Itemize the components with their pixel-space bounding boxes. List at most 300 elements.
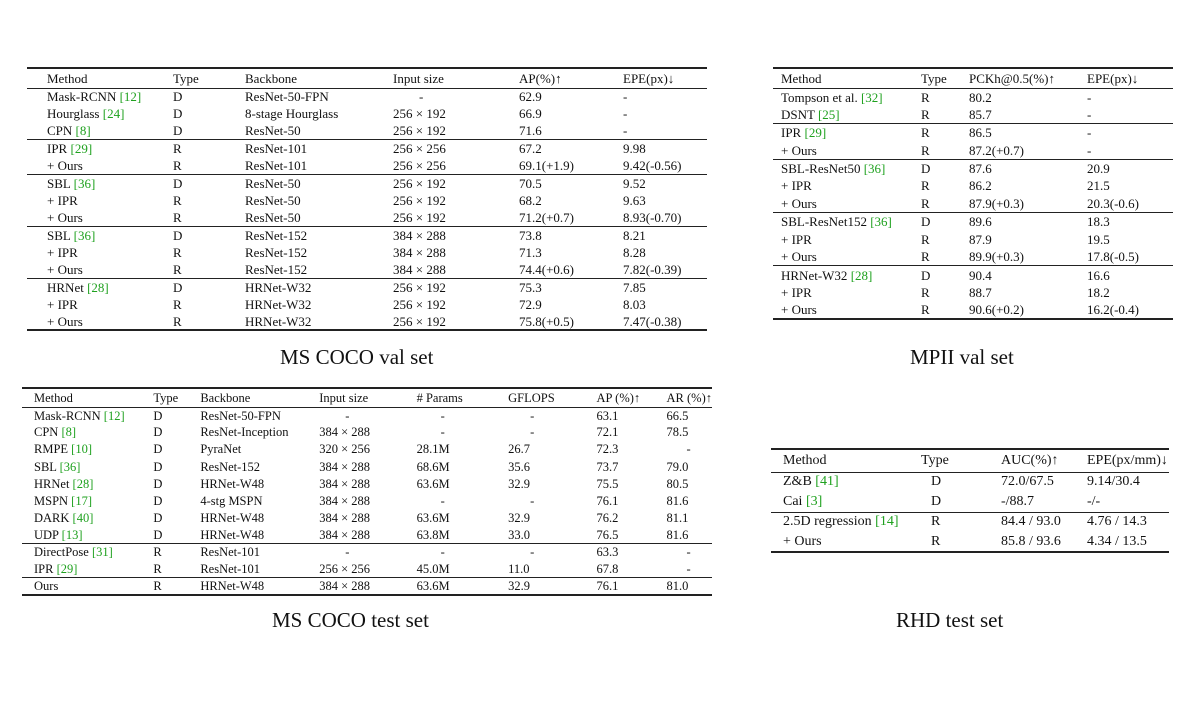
method-cell: + Ours (47, 261, 83, 277)
table-row (771, 492, 1169, 512)
input-size-cell: 256 × 192 (393, 296, 446, 312)
header-backbone: Backbone (200, 390, 251, 405)
backbone-cell: HRNet-W48 (200, 510, 265, 525)
auc-cell: 84.4 / 93.0 (1001, 514, 1061, 530)
type-cell: D (153, 493, 163, 508)
table-row (773, 141, 1173, 159)
epe-cell: 16.6 (1087, 267, 1110, 283)
rhd-test-table (771, 448, 1169, 553)
backbone-cell: ResNet-152 (245, 227, 308, 243)
citation: [36] (73, 175, 96, 191)
input-size-cell: 256 × 256 (393, 141, 446, 157)
gflops-cell: 35.6 (508, 459, 531, 474)
backbone-cell: ResNet-50-FPN (200, 408, 281, 423)
citation: [3] (805, 493, 823, 509)
header-ap: AP (%)↑ (596, 390, 641, 405)
params-cell: 63.6M (416, 476, 450, 491)
type-cell: R (921, 195, 930, 211)
table-row (773, 177, 1173, 195)
table-row (27, 209, 707, 226)
header-pckh: PCKh@0.5(%)↑ (969, 70, 1055, 86)
table-row (22, 510, 712, 527)
type-cell: D (173, 123, 183, 139)
type-cell: R (173, 141, 182, 157)
pckh-cell: 90.4 (969, 267, 992, 283)
table-row (773, 248, 1173, 266)
header-params: # Params (416, 390, 463, 405)
citation: [36] (863, 160, 886, 176)
method-cell: SBL [36] (47, 175, 96, 191)
type-cell: D (153, 442, 163, 457)
type-cell: R (153, 561, 162, 576)
epe-cell: 9.63 (623, 192, 646, 208)
input-size-cell: 256 × 192 (393, 209, 446, 225)
backbone-cell: ResNet-101 (245, 158, 308, 174)
table-row (773, 230, 1173, 248)
citation: [24] (102, 106, 125, 122)
ar-cell: 81.0 (666, 578, 689, 593)
pckh-cell: 80.2 (969, 89, 992, 105)
epe-cell: 9.42(-0.56) (623, 158, 682, 174)
auc-cell: 72.0/67.5 (1001, 474, 1054, 490)
pckh-cell: 86.5 (969, 125, 992, 141)
method-cell: DirectPose [31] (34, 545, 113, 560)
params-cell: 63.6M (416, 578, 450, 593)
ap-cell: 72.3 (596, 442, 619, 457)
method-cell: IPR [29] (781, 125, 827, 141)
input-size-cell: 384 × 288 (319, 510, 371, 525)
method-cell: + IPR (781, 285, 812, 301)
method-cell: + Ours (781, 195, 817, 211)
type-cell: D (173, 279, 183, 295)
table-row (27, 244, 707, 261)
epe-cell: 16.2(-0.4) (1087, 302, 1139, 318)
header-method: Method (34, 390, 73, 405)
method-cell: SBL-ResNet50 [36] (781, 160, 886, 176)
table-row (22, 458, 712, 475)
table-row (773, 124, 1173, 142)
pckh-cell: 88.7 (969, 285, 992, 301)
type-cell: R (921, 178, 930, 194)
table-row (773, 266, 1173, 284)
epe-cell: 8.21 (623, 227, 646, 243)
method-cell: Ours (34, 578, 59, 593)
citation: [29] (70, 141, 93, 157)
method-cell: + Ours (47, 209, 83, 225)
params-cell: 63.6M (416, 510, 450, 525)
header-ar: AR (%)↑ (666, 390, 712, 405)
epe-cell: 17.8(-0.5) (1087, 249, 1139, 265)
epe-cell: - (1087, 125, 1092, 141)
gflops-cell: 33.0 (508, 527, 531, 542)
backbone-cell: HRNet-W32 (245, 313, 312, 329)
pckh-cell: 87.6 (969, 160, 992, 176)
backbone-cell: ResNet-50 (245, 192, 301, 208)
ar-cell: 81.6 (666, 527, 689, 542)
input-size-cell: - (419, 89, 424, 105)
input-size-cell: 256 × 256 (393, 158, 446, 174)
input-size-cell: 256 × 192 (393, 175, 446, 191)
gflops-cell: - (530, 493, 535, 508)
method-cell: + Ours (783, 533, 822, 549)
header-auc: AUC(%)↑ (1001, 452, 1059, 468)
table-row (22, 475, 712, 492)
input-size-cell: 384 × 288 (393, 244, 446, 260)
ap-cell: 67.2 (519, 141, 542, 157)
ap-cell: 69.1(+1.9) (519, 158, 574, 174)
type-cell: R (921, 89, 930, 105)
ap-cell: 62.9 (519, 89, 542, 105)
citation: [12] (103, 408, 125, 423)
type-cell: D (153, 408, 163, 423)
method-cell: + Ours (781, 302, 817, 318)
mpii-val-caption: MPII val set (910, 345, 1014, 369)
input-size-cell: 256 × 192 (393, 192, 446, 208)
type-cell: R (173, 261, 182, 277)
epe-cell: - (623, 123, 628, 139)
ar-cell: 81.6 (666, 493, 689, 508)
method-cell: CPN [8] (47, 123, 91, 139)
input-size-cell: 256 × 192 (393, 123, 446, 139)
type-cell: D (931, 493, 942, 509)
type-cell: D (173, 227, 183, 243)
params-cell: 68.6M (416, 459, 450, 474)
table-row (771, 512, 1169, 532)
pckh-cell: 87.9(+0.3) (969, 195, 1024, 211)
backbone-cell: ResNet-101 (245, 141, 308, 157)
ap-cell: 67.8 (596, 561, 619, 576)
pckh-cell: 86.2 (969, 178, 992, 194)
method-cell: DSNT [25] (781, 106, 840, 122)
input-size-cell: 256 × 192 (393, 313, 446, 329)
coco-val-caption: MS COCO val set (280, 345, 434, 369)
params-cell: 63.8M (416, 527, 450, 542)
epe-cell: 18.3 (1087, 214, 1110, 230)
type-cell: R (931, 514, 941, 530)
type-cell: D (173, 106, 183, 122)
citation: [29] (56, 561, 78, 576)
type-cell: R (173, 313, 182, 329)
method-cell: + IPR (47, 296, 78, 312)
ap-cell: 71.2(+0.7) (519, 209, 574, 225)
citation: [25] (817, 106, 840, 122)
type-cell: R (921, 142, 930, 158)
table-row (22, 441, 712, 458)
backbone-cell: HRNet-W48 (200, 476, 265, 491)
type-cell: R (921, 285, 930, 301)
table-row (773, 213, 1173, 231)
params-cell: - (440, 425, 445, 440)
ap-cell: 75.5 (596, 476, 619, 491)
ap-cell: 76.5 (596, 527, 619, 542)
input-size-cell: 320 × 256 (319, 442, 371, 457)
ap-cell: 71.6 (519, 123, 542, 139)
epe-cell: - (1087, 106, 1092, 122)
epe-cell: 8.03 (623, 296, 646, 312)
table-row (27, 174, 707, 191)
method-cell: + Ours (781, 142, 817, 158)
citation: [13] (61, 527, 83, 542)
ap-cell: 66.9 (519, 106, 542, 122)
backbone-cell: HRNet-W48 (200, 527, 265, 542)
backbone-cell: HRNet-W32 (245, 296, 312, 312)
citation: [8] (61, 425, 77, 440)
epe-cell: 18.2 (1087, 285, 1110, 301)
epe-cell: 19.5 (1087, 231, 1110, 247)
auc-cell: -/88.7 (1001, 493, 1035, 509)
backbone-cell: 4-stg MSPN (200, 493, 263, 508)
citation: [36] (73, 227, 96, 243)
citation: [31] (91, 545, 113, 560)
table-row (773, 106, 1173, 124)
table-row (773, 88, 1173, 106)
method-cell: + IPR (47, 244, 78, 260)
citation: [36] (870, 214, 892, 230)
type-cell: D (173, 89, 183, 105)
method-cell: HRNet [28] (34, 476, 94, 491)
gflops-cell: 26.7 (508, 442, 531, 457)
coco-test-table (22, 387, 712, 596)
ar-cell: 80.5 (666, 476, 689, 491)
ap-cell: 63.1 (596, 408, 619, 423)
table-header-row (22, 388, 712, 407)
input-size-cell: 384 × 288 (319, 527, 371, 542)
table-row (773, 195, 1173, 213)
table-header-row (27, 68, 707, 88)
header-epe: EPE(px/mm)↓ (1087, 452, 1168, 468)
backbone-cell: ResNet-152 (245, 261, 308, 277)
auc-cell: 85.8 / 93.6 (1001, 533, 1061, 549)
type-cell: D (921, 267, 931, 283)
table-row (27, 313, 707, 330)
ar-cell: 81.1 (666, 510, 689, 525)
type-cell: D (153, 527, 163, 542)
table-row (22, 561, 712, 578)
gflops-cell: 32.9 (508, 476, 531, 491)
type-cell: R (921, 302, 930, 318)
ap-cell: 68.2 (519, 192, 542, 208)
table-row (773, 159, 1173, 177)
table-row (27, 192, 707, 209)
method-cell: UDP [13] (34, 527, 83, 542)
ar-cell: - (686, 442, 691, 457)
type-cell: R (173, 296, 182, 312)
header-epe: EPE(px)↓ (623, 70, 675, 86)
table-header-row (773, 68, 1173, 88)
input-size-cell: 384 × 288 (319, 425, 371, 440)
table-row (27, 88, 707, 105)
ar-cell: - (686, 561, 691, 576)
method-cell: Hourglass [24] (47, 106, 125, 122)
method-cell: + Ours (781, 249, 817, 265)
backbone-cell: ResNet-50-FPN (245, 89, 329, 105)
input-size-cell: 384 × 288 (393, 261, 446, 277)
rhd-test-caption: RHD test set (896, 608, 1004, 632)
type-cell: D (931, 474, 942, 490)
params-cell: 45.0M (416, 561, 450, 576)
backbone-cell: ResNet-101 (200, 561, 261, 576)
epe-cell: 8.93(-0.70) (623, 209, 682, 225)
backbone-cell: 8-stage Hourglass (245, 106, 339, 122)
type-cell: R (173, 209, 182, 225)
backbone-cell: HRNet-W48 (200, 578, 265, 593)
table-row (27, 105, 707, 122)
header-epe: EPE(px)↓ (1087, 70, 1139, 86)
table-row (22, 424, 712, 441)
citation: [40] (72, 510, 94, 525)
table-row (771, 472, 1169, 492)
citation: [32] (860, 89, 883, 105)
backbone-cell: ResNet-101 (200, 545, 261, 560)
table-row (27, 261, 707, 278)
type-cell: R (173, 244, 182, 260)
ap-cell: 73.8 (519, 227, 542, 243)
backbone-cell: ResNet-152 (245, 244, 308, 260)
pckh-cell: 87.2(+0.7) (969, 142, 1024, 158)
ap-cell: 74.4(+0.6) (519, 261, 574, 277)
header-type: Type (153, 390, 179, 405)
header-backbone: Backbone (245, 70, 297, 86)
ap-cell: 63.3 (596, 545, 619, 560)
header-input-size: Input size (319, 390, 369, 405)
type-cell: D (921, 214, 931, 230)
epe-cell: 20.3(-0.6) (1087, 195, 1139, 211)
header-input-size: Input size (393, 70, 444, 86)
input-size-cell: 256 × 256 (319, 561, 371, 576)
table-row (773, 302, 1173, 320)
type-cell: R (153, 578, 162, 593)
ap-cell: 71.3 (519, 244, 542, 260)
citation: [28] (850, 267, 873, 283)
citation: [10] (71, 442, 92, 457)
epe-cell: 7.47(-0.38) (623, 313, 682, 329)
table-row (27, 157, 707, 174)
method-cell: + IPR (781, 231, 812, 247)
ar-cell: - (686, 545, 691, 560)
method-cell: MSPN [17] (34, 493, 92, 508)
ap-cell: 72.1 (596, 425, 619, 440)
ap-cell: 76.1 (596, 493, 619, 508)
method-cell: SBL [36] (34, 459, 81, 474)
method-cell: 2.5D regression [14] (783, 514, 899, 530)
epe-cell: 21.5 (1087, 178, 1110, 194)
gflops-cell: - (530, 408, 535, 423)
coco-val-table (27, 67, 707, 331)
table-row (22, 544, 712, 561)
mpii-val-table (773, 67, 1173, 320)
ap-cell: 75.8(+0.5) (519, 313, 574, 329)
citation: [28] (72, 476, 94, 491)
table-row (773, 284, 1173, 302)
method-cell: Tompson et al. [32] (781, 89, 883, 105)
method-cell: Z&B [41] (783, 474, 839, 490)
epe-cell: 20.9 (1087, 160, 1110, 176)
type-cell: D (153, 459, 163, 474)
epe-cell: 9.52 (623, 175, 646, 191)
epe-cell: - (623, 106, 628, 122)
citation: [14] (875, 514, 899, 530)
type-cell: R (931, 533, 941, 549)
epe-cell: - (1087, 142, 1092, 158)
params-cell: - (440, 545, 445, 560)
citation: [12] (119, 89, 142, 105)
citation: [17] (71, 493, 92, 508)
header-method: Method (47, 70, 88, 86)
method-cell: IPR [29] (47, 141, 93, 157)
table-row (771, 532, 1169, 552)
params-cell: - (440, 408, 445, 423)
header-method: Method (781, 70, 822, 86)
epe-cell: - (1087, 89, 1092, 105)
method-cell: + IPR (47, 192, 78, 208)
method-cell: CPN [8] (34, 425, 77, 440)
type-cell: D (921, 160, 931, 176)
backbone-cell: ResNet-50 (245, 209, 301, 225)
params-cell: - (440, 493, 445, 508)
ap-cell: 72.9 (519, 296, 542, 312)
epe-cell: 4.34 / 13.5 (1087, 533, 1147, 549)
type-cell: R (173, 158, 182, 174)
table-row (22, 527, 712, 544)
header-type: Type (921, 70, 947, 86)
table-row (22, 492, 712, 509)
ap-cell: 76.2 (596, 510, 619, 525)
citation: [29] (804, 125, 827, 141)
input-size-cell: 256 × 192 (393, 106, 446, 122)
gflops-cell: 11.0 (508, 561, 530, 576)
gflops-cell: - (530, 425, 535, 440)
method-cell: + Ours (47, 313, 83, 329)
type-cell: R (921, 249, 930, 265)
method-cell: DARK [40] (34, 510, 94, 525)
coco-test-caption: MS COCO test set (272, 608, 429, 632)
epe-cell: -/- (1087, 493, 1101, 509)
ap-cell: 75.3 (519, 279, 542, 295)
input-size-cell: - (345, 545, 350, 560)
table-row (22, 407, 712, 424)
table-header-row (771, 449, 1169, 472)
epe-cell: 7.85 (623, 279, 646, 295)
ap-cell: 73.7 (596, 459, 619, 474)
table-row (27, 123, 707, 140)
pckh-cell: 90.6(+0.2) (969, 302, 1024, 318)
method-cell: SBL-ResNet152 [36] (781, 214, 892, 230)
type-cell: D (153, 510, 163, 525)
type-cell: R (921, 106, 930, 122)
method-cell: SBL [36] (47, 227, 96, 243)
input-size-cell: 384 × 288 (319, 459, 371, 474)
table-row (27, 226, 707, 243)
epe-cell: 9.98 (623, 141, 646, 157)
table-row (22, 578, 712, 595)
epe-cell: 9.14/30.4 (1087, 474, 1140, 490)
type-cell: D (153, 476, 163, 491)
type-cell: R (921, 231, 930, 247)
method-cell: IPR [29] (34, 561, 78, 576)
header-ap: AP(%)↑ (519, 70, 562, 86)
header-type: Type (921, 452, 949, 468)
ar-cell: 78.5 (666, 425, 689, 440)
method-cell: Cai [3] (783, 493, 823, 509)
input-size-cell: 384 × 288 (393, 227, 446, 243)
method-cell: Mask-RCNN [12] (47, 89, 142, 105)
citation: [28] (87, 279, 109, 295)
method-cell: + IPR (781, 178, 812, 194)
type-cell: R (173, 192, 182, 208)
table-row (27, 140, 707, 157)
epe-cell: - (623, 89, 628, 105)
citation: [41] (815, 474, 839, 490)
